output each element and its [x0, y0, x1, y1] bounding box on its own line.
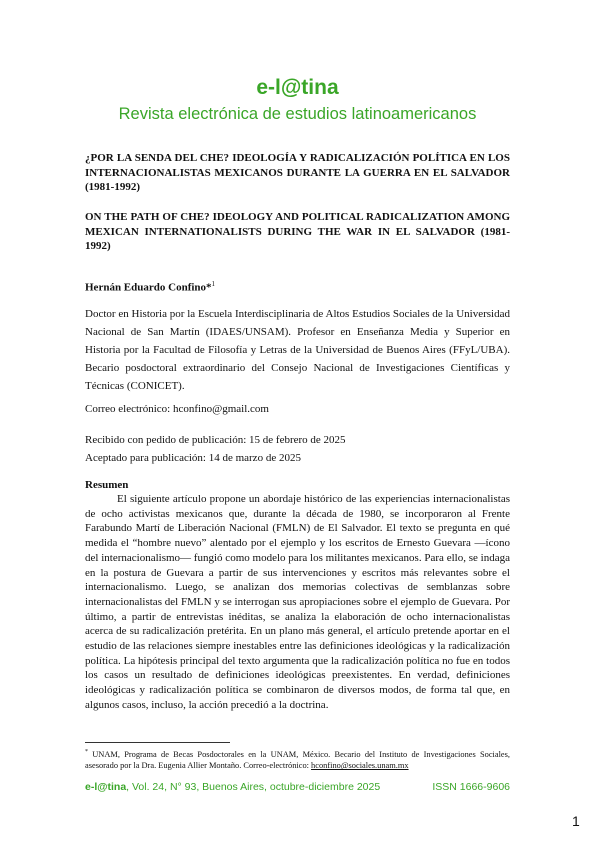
footnote-divider [85, 742, 230, 743]
footnote-text: UNAM, Programa de Becas Posdoctorales en la UNAM, México. Becario del Instituto de Investigaciones Sociales, asesorado por la Dra. Eugenia Allier Montaño. Correo-electrónico: [85, 749, 510, 771]
author-name [85, 280, 215, 294]
footer-issue: , Vol. 24, N° 93, Buenos Aires, octubre-diciembre 2025 [126, 781, 381, 793]
author-email: Correo electrónico: hconfino@gmail.com [85, 403, 269, 415]
accepted-date: Aceptado para publicación: 14 de marzo de 2025 [85, 452, 301, 464]
journal-name: e-l@tina [256, 76, 339, 99]
footnote [85, 747, 510, 772]
author-footnote-marker: 1 [211, 280, 216, 288]
page-number: 1 [572, 813, 580, 829]
received-date: Recibido con pedido de publicación: 15 de febrero de 2025 [85, 434, 346, 446]
page-footer [85, 781, 510, 793]
article-title-spanish: ¿POR LA SENDA DEL CHE? IDEOLOGÍA Y RADICALIZACIÓN POLÍTICA EN LOS INTERNACIONALISTAS MEXICANOS DURANTE LA GUERRA EN EL SALVADOR (1981-1992) [85, 152, 510, 193]
footer-brand: e-l@tina [85, 781, 127, 793]
journal-subtitle: Revista electrónica de estudios latinoamericanos [118, 105, 477, 123]
author-name-text: Hernán Eduardo Confino* [85, 281, 212, 294]
abstract-heading: Resumen [85, 479, 129, 491]
author-bio: Doctor en Historia por la Escuela Interdisciplinaria de Altos Estudios Sociales de la Universidad Nacional de San Martín (IDAES/UNSAM). Profesor en Enseñanza Media y Superior en Historia por la Facultad de Filosofía y Letras de la Universidad de Buenos Aires (FFyL/UBA). Becario posdoctoral extraordinario del Consejo Nacional de Investigaciones Científicas y Técnicas (CONICET). [85, 308, 510, 392]
footnote-marker: * [85, 749, 88, 755]
footer-issn: ISSN 1666-9606 [432, 781, 510, 793]
article-title-english: ON THE PATH OF CHE? IDEOLOGY AND POLITICAL RADICALIZATION AMONG MEXICAN INTERNATIONALISTS DURING THE WAR IN EL SALVADOR (1981-1992) [85, 211, 510, 252]
abstract-text: El siguiente artículo propone un abordaje histórico de las experiencias internacionalistas de ocho activistas mexicanos que, durante la década de 1980, se incorporaron al Frente Farabundo Martí de Liberación Nacional (FMLN) de El Salvador. El texto se pregunta en qué medida el “hombre nuevo” alentado por el ejemplo y los escritos de Ernesto Guevara —ícono del internacionalismo— fungió como modelo para los militantes mexicanos. Para ello, se indaga en la postura de Guevara a partir de sus intervenciones y escritos más relevantes sobre el internacionalismo. Luego, se analizan dos memorias colectivas de semblanzas sobre internacionalistas del FMLN y se interrogan sus apropiaciones sobre el ejemplo de Guevara. Por último, a partir de entrevistas inéditas, se analiza la elaboración de ocho internacionalistas acerca de su radicalización pretérita. En un plano más general, el artículo pretende aportar en el estudio de las relaciones siempre inestables entre las definiciones ideológicas y la radicalización política. La hipótesis principal del texto argumenta que la radicalización política no fue en todos los casos un resultado de definiciones ideológicas preexistentes. En verdad, definiciones ideológicas y radicalización política se combinaron de diversos modos, de forma tal que, en algunos casos, incluso, la acción precedió a la doctrina. [85, 493, 510, 711]
footnote-email-link[interactable]: hconfino@sociales.unam.mx [311, 761, 409, 771]
